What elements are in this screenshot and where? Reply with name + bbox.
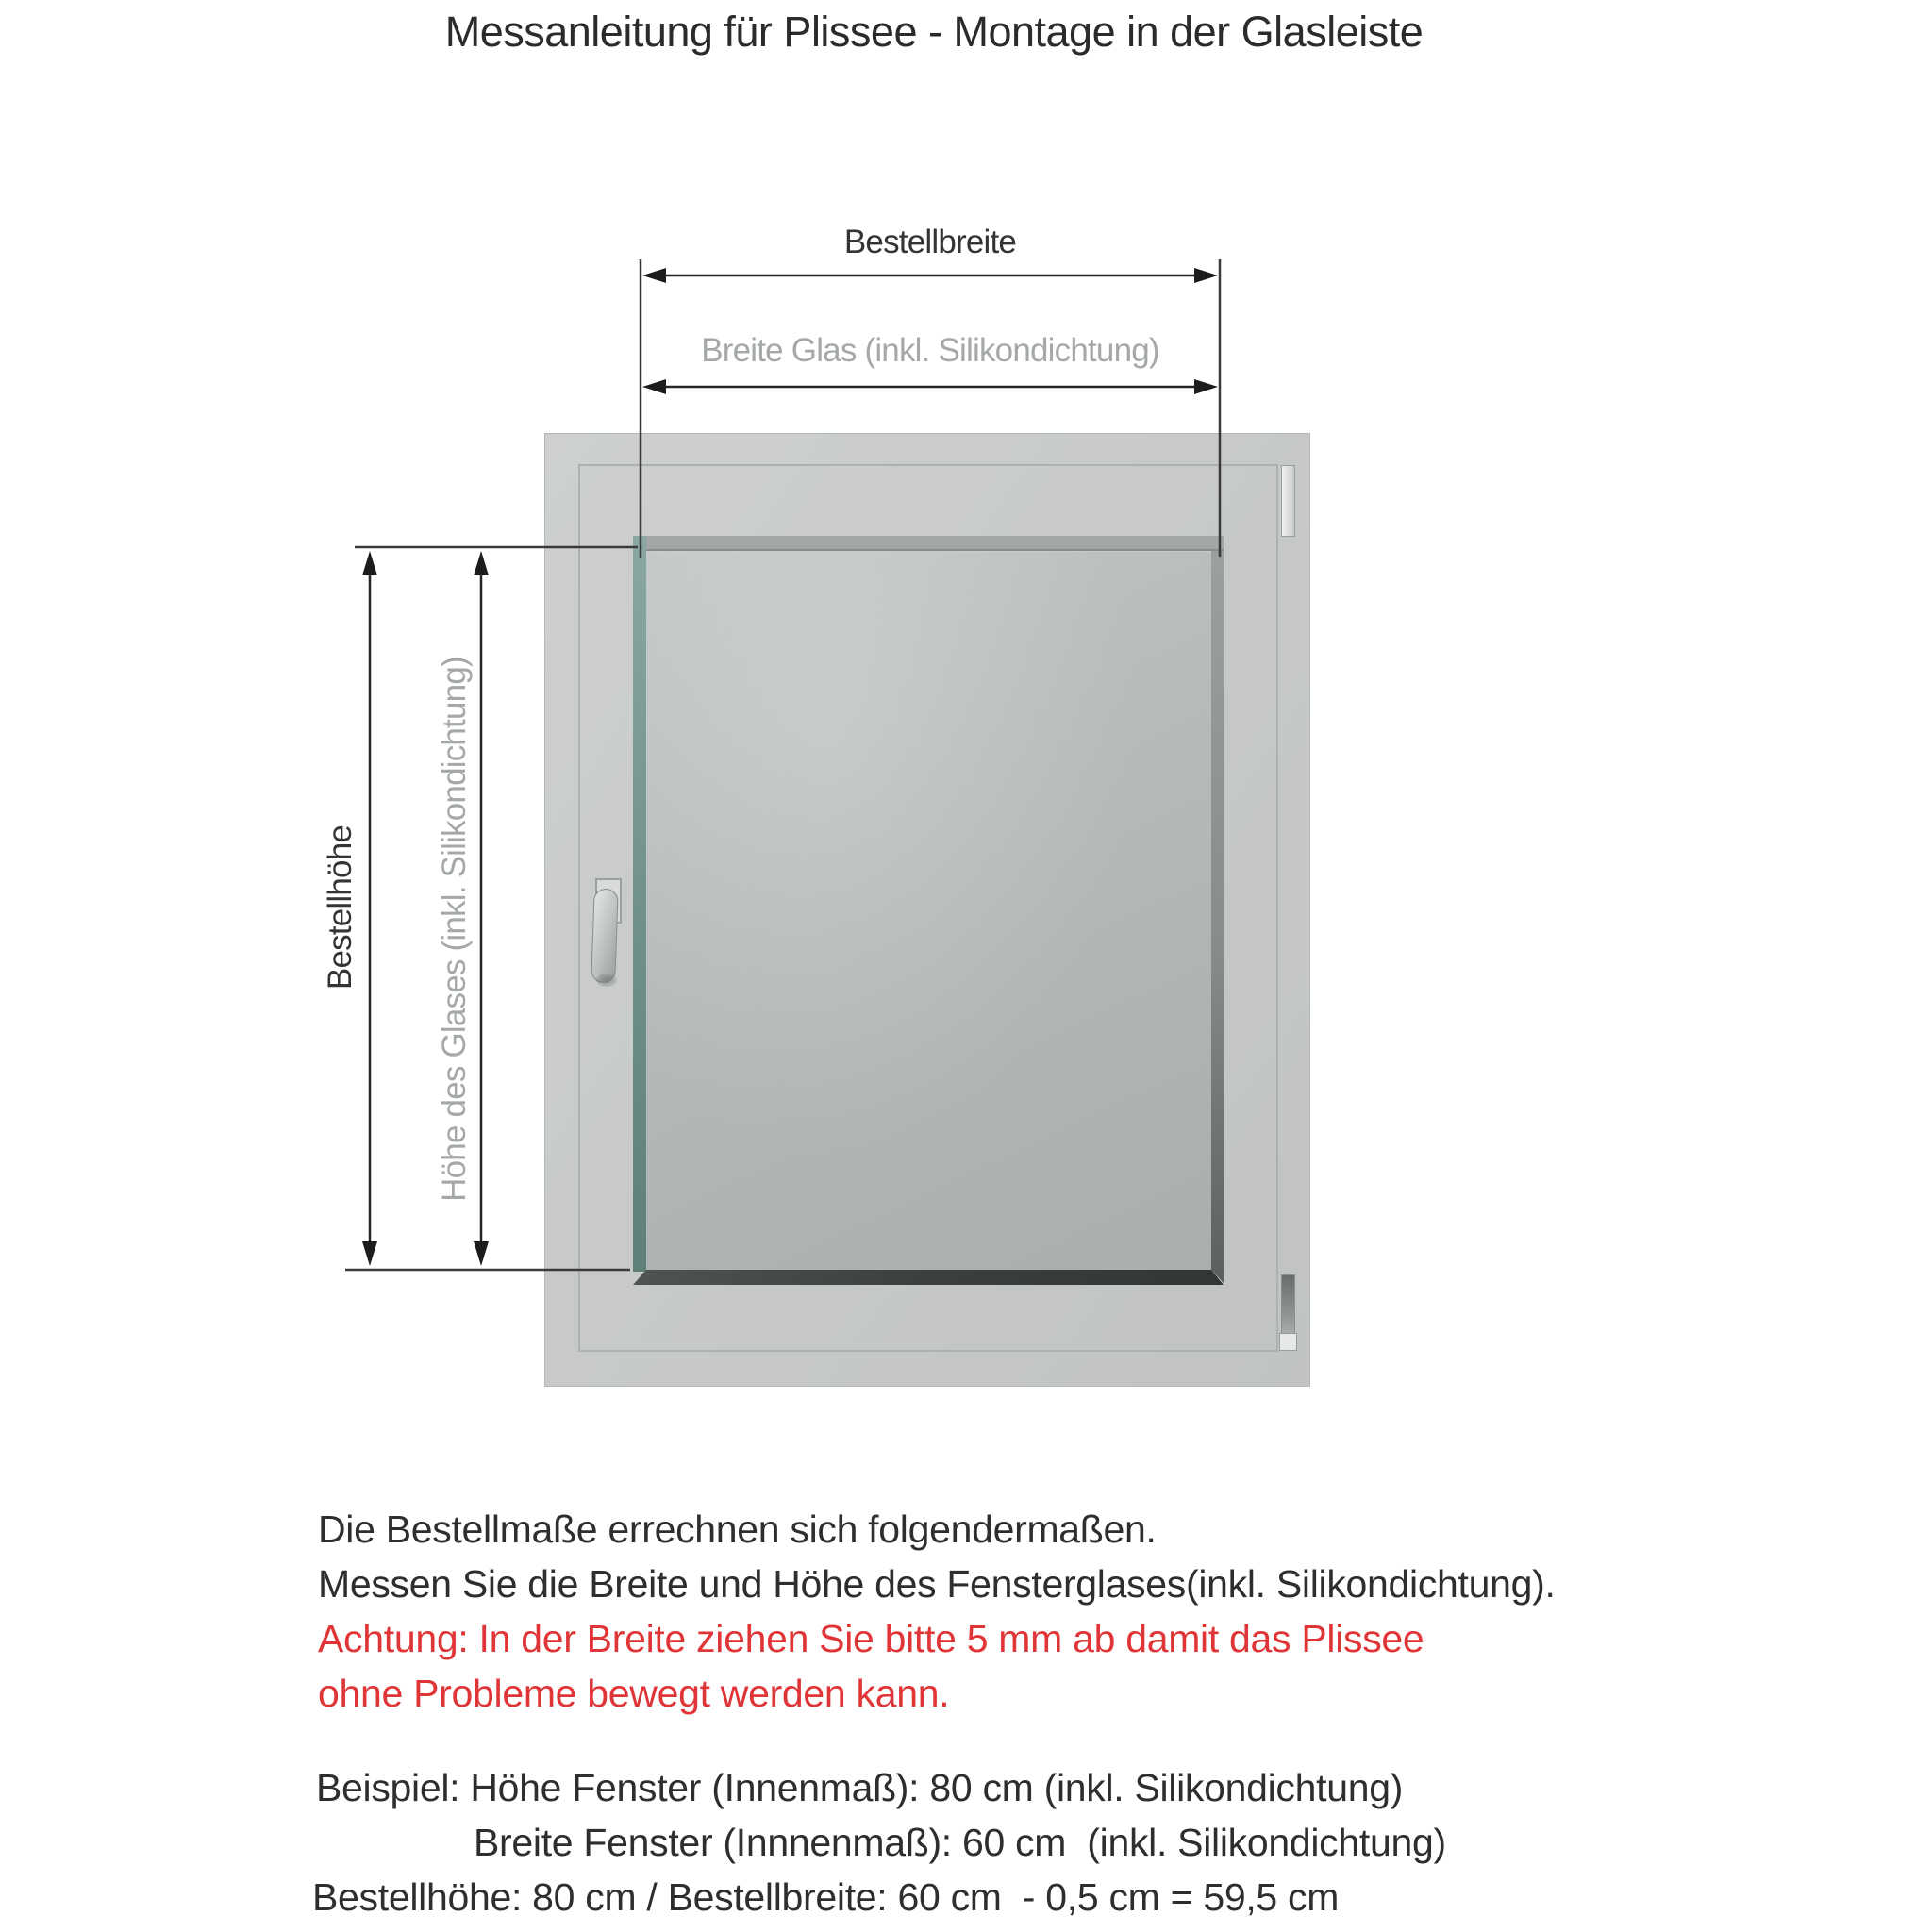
order-width-label: Bestellbreite xyxy=(843,224,1017,260)
window-glass xyxy=(633,536,1224,1285)
order-height-arrow xyxy=(362,551,377,1266)
warning-line-1: Achtung: In der Breite ziehen Sie bitte 5 mm ab damit das Plissee xyxy=(318,1617,1424,1660)
glass-height-arrow xyxy=(474,551,489,1266)
glazing-bead-right xyxy=(1211,551,1224,1283)
glazing-bead-top xyxy=(645,536,1224,551)
note-intro-line-1: Die Bestellmaße errechnen sich folgendermaßen. xyxy=(318,1507,1157,1551)
page-title: Messanleitung für Plissee - Montage in der Glasleiste xyxy=(444,8,1424,56)
example-line-calculation: Bestellhöhe: 80 cm / Bestellbreite: 60 cm - 0,5 cm = 59,5 cm xyxy=(312,1875,1340,1919)
note-intro-line-2: Messen Sie die Breite und Höhe des Fensterglases(inkl. Silikondichtung). xyxy=(318,1562,1556,1606)
glass-width-arrow xyxy=(642,379,1218,394)
example-line-width: Breite Fenster (Innnenmaß): 60 cm (inkl. Silikondichtung) xyxy=(474,1821,1446,1864)
hinge-bottom-cap xyxy=(1279,1333,1297,1351)
window-handle-grip xyxy=(591,889,618,984)
glass-width-label: Breite Glas (inkl. Silikondichtung) xyxy=(701,332,1159,369)
window-handle-shadow xyxy=(596,974,617,987)
order-height-label: Bestellhöhe xyxy=(322,824,358,991)
warning-line-2: ohne Probleme bewegt werden kann. xyxy=(318,1672,950,1715)
glass-height-label: Höhe des Glases (inkl. Silikondichtung) xyxy=(436,657,473,1202)
silicone-seal-strip xyxy=(633,536,646,1272)
hinge-top-right xyxy=(1281,465,1295,537)
example-line-height: Beispiel: Höhe Fenster (Innenmaß): 80 cm (inkl. Silikondichtung) xyxy=(316,1766,1404,1809)
glass-reflection xyxy=(646,552,1211,1270)
order-width-arrow xyxy=(642,268,1218,283)
glazing-bead-bottom xyxy=(633,1270,1224,1285)
window-frame xyxy=(544,433,1310,1387)
